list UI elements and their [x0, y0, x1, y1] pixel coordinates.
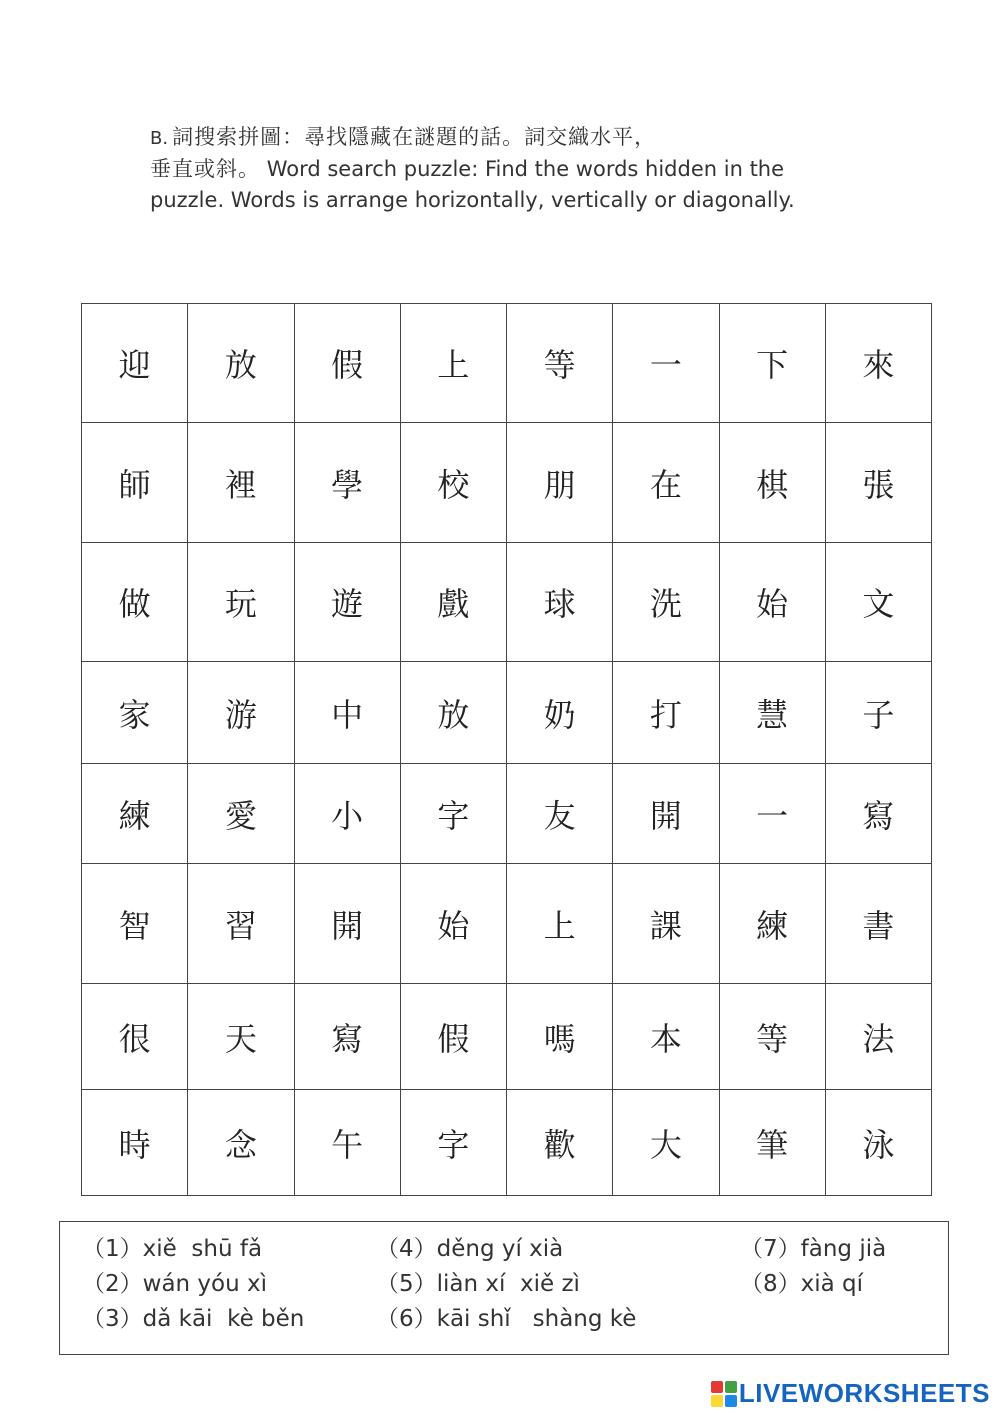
clue-box — [59, 1221, 949, 1355]
instructions-zh-line2: 垂直或斜。 — [150, 157, 260, 181]
grid-cell[interactable]: 泳 — [825, 1090, 931, 1196]
grid-cell[interactable]: 上 — [400, 304, 506, 423]
grid-cell[interactable]: 家 — [82, 662, 188, 764]
grid-cell[interactable]: 時 — [82, 1090, 188, 1196]
clue-item: （1）xiě shū fǎ — [82, 1236, 263, 1262]
grid-cell[interactable]: 小 — [294, 764, 400, 864]
clue-item: （4）děng yí xià — [376, 1236, 564, 1262]
grid-cell[interactable]: 一 — [613, 304, 719, 423]
grid-cell[interactable]: 來 — [825, 304, 931, 423]
liveworksheets-logo[interactable] — [711, 1378, 990, 1409]
logo-badge-icon — [711, 1381, 737, 1407]
grid-row — [82, 864, 932, 984]
grid-cell[interactable]: 放 — [400, 662, 506, 764]
grid-cell[interactable]: 學 — [294, 423, 400, 543]
grid-cell[interactable]: 開 — [613, 764, 719, 864]
grid-cell[interactable]: 做 — [82, 543, 188, 662]
instructions — [150, 122, 850, 216]
grid-cell[interactable]: 棋 — [719, 423, 825, 543]
grid-cell[interactable]: 在 — [613, 423, 719, 543]
clue-item: （7）fàng jià — [740, 1236, 887, 1262]
grid-cell[interactable]: 始 — [400, 864, 506, 984]
grid-cell[interactable]: 一 — [719, 764, 825, 864]
grid-cell[interactable]: 裡 — [188, 423, 294, 543]
clue-item: （3）dǎ kāi kè běn — [82, 1306, 305, 1332]
grid-cell[interactable]: 奶 — [507, 662, 613, 764]
grid-cell[interactable]: 子 — [825, 662, 931, 764]
grid-cell[interactable]: 天 — [188, 984, 294, 1090]
grid-cell[interactable]: 歡 — [507, 1090, 613, 1196]
grid-cell[interactable]: 很 — [82, 984, 188, 1090]
grid-cell[interactable]: 等 — [507, 304, 613, 423]
grid-cell[interactable]: 遊 — [294, 543, 400, 662]
grid-cell[interactable]: 書 — [825, 864, 931, 984]
grid-cell[interactable]: 筆 — [719, 1090, 825, 1196]
grid-cell[interactable]: 打 — [613, 662, 719, 764]
clue-item: （8）xià qí — [740, 1271, 864, 1297]
grid-cell[interactable]: 愛 — [188, 764, 294, 864]
grid-cell[interactable]: 下 — [719, 304, 825, 423]
grid-cell[interactable]: 放 — [188, 304, 294, 423]
grid-cell[interactable]: 練 — [82, 764, 188, 864]
grid-cell[interactable]: 朋 — [507, 423, 613, 543]
grid-cell[interactable]: 嗎 — [507, 984, 613, 1090]
grid-cell[interactable]: 寫 — [825, 764, 931, 864]
grid-cell[interactable]: 校 — [400, 423, 506, 543]
grid-cell[interactable]: 假 — [294, 304, 400, 423]
section-label: B. — [150, 128, 169, 149]
grid-cell[interactable]: 寫 — [294, 984, 400, 1090]
grid-cell[interactable]: 玩 — [188, 543, 294, 662]
grid-cell[interactable]: 師 — [82, 423, 188, 543]
grid-cell[interactable]: 大 — [613, 1090, 719, 1196]
grid-cell[interactable]: 念 — [188, 1090, 294, 1196]
word-search-grid — [81, 303, 932, 1196]
grid-cell[interactable]: 習 — [188, 864, 294, 984]
grid-cell[interactable]: 等 — [719, 984, 825, 1090]
grid-cell[interactable]: 字 — [400, 1090, 506, 1196]
grid-cell[interactable]: 張 — [825, 423, 931, 543]
grid-cell[interactable]: 字 — [400, 764, 506, 864]
grid-cell[interactable]: 戲 — [400, 543, 506, 662]
grid-cell[interactable]: 開 — [294, 864, 400, 984]
grid-cell[interactable]: 上 — [507, 864, 613, 984]
grid-cell[interactable]: 練 — [719, 864, 825, 984]
logo-text: LIVEWORKSHEETS — [738, 1378, 990, 1408]
clue-item: （5）liàn xí xiě zì — [376, 1271, 580, 1297]
grid-cell[interactable]: 迎 — [82, 304, 188, 423]
grid-cell[interactable]: 中 — [294, 662, 400, 764]
grid-row — [82, 662, 932, 764]
grid-cell[interactable]: 智 — [82, 864, 188, 984]
grid-cell[interactable]: 午 — [294, 1090, 400, 1196]
grid-cell[interactable]: 洗 — [613, 543, 719, 662]
grid-row — [82, 984, 932, 1090]
grid-row — [82, 543, 932, 662]
instructions-zh-line1: 詞搜索拼圖：尋找隱藏在謎題的話。詞交織水平， — [172, 125, 657, 149]
grid-row — [82, 1090, 932, 1196]
grid-row — [82, 423, 932, 543]
grid-row — [82, 764, 932, 864]
clue-item: （6）kāi shǐ shàng kè — [376, 1306, 637, 1332]
grid-cell[interactable]: 假 — [400, 984, 506, 1090]
grid-cell[interactable]: 友 — [507, 764, 613, 864]
instructions-en: Word search puzzle: Find the words hidden in the puzzle. Words is arrange horizontally, vertically or diagonally. — [150, 157, 795, 212]
grid-cell[interactable]: 文 — [825, 543, 931, 662]
grid-cell[interactable]: 課 — [613, 864, 719, 984]
clue-item: （2）wán yóu xì — [82, 1271, 267, 1297]
grid-cell[interactable]: 本 — [613, 984, 719, 1090]
grid-cell[interactable]: 球 — [507, 543, 613, 662]
grid-row — [82, 304, 932, 423]
grid-cell[interactable]: 慧 — [719, 662, 825, 764]
grid-cell[interactable]: 游 — [188, 662, 294, 764]
grid-cell[interactable]: 始 — [719, 543, 825, 662]
grid-cell[interactable]: 法 — [825, 984, 931, 1090]
